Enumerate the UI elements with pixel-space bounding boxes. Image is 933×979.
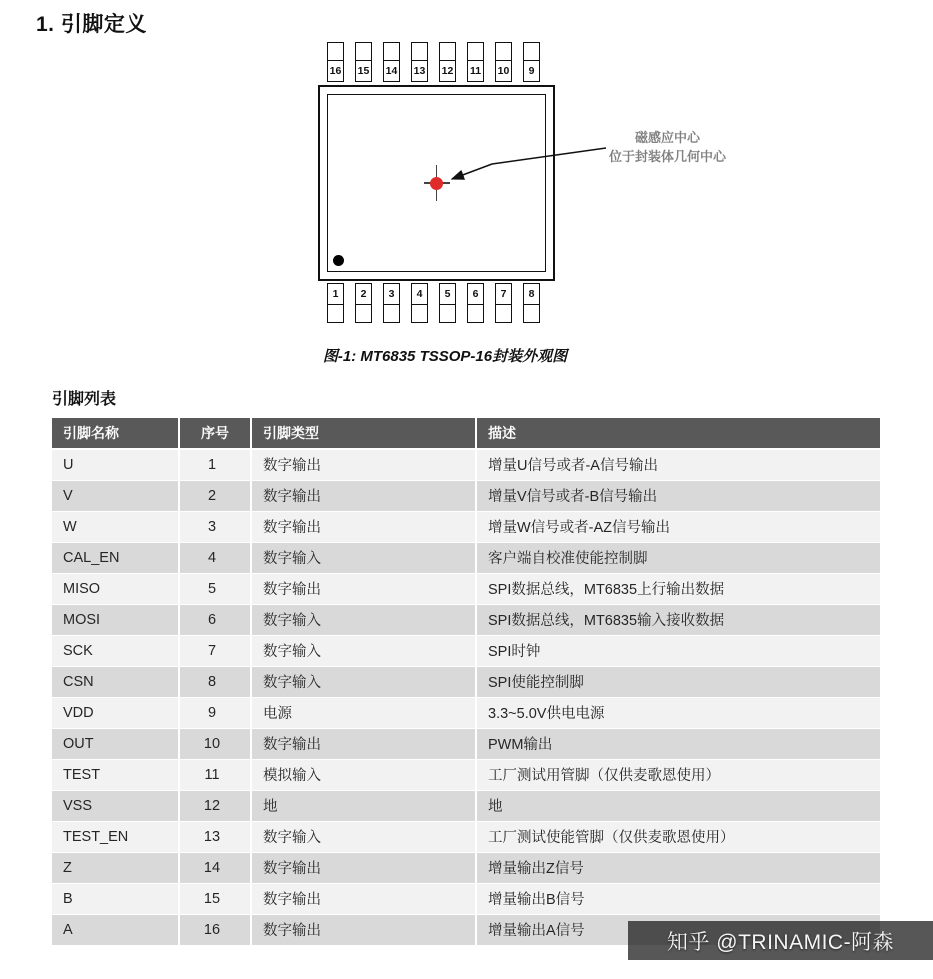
cell-no: 2 bbox=[179, 480, 251, 511]
pin-number: 11 bbox=[467, 60, 484, 82]
pin-row bbox=[52, 666, 880, 697]
pin-lead bbox=[467, 42, 484, 61]
pin-row bbox=[52, 821, 880, 852]
annotation-line1: 磁感应中心 bbox=[634, 130, 700, 145]
pin-number: 5 bbox=[439, 283, 456, 305]
page-title: 1. 引脚定义 bbox=[36, 13, 147, 36]
pin-number: 8 bbox=[523, 283, 540, 305]
cell-type: 数字输出 bbox=[251, 852, 476, 883]
pin-number: 14 bbox=[383, 60, 400, 82]
chip-pin-bottom bbox=[523, 283, 540, 323]
cell-desc: 增量U信号或者-A信号输出 bbox=[476, 449, 880, 480]
pin-row bbox=[52, 480, 880, 511]
cell-desc: 增量输出B信号 bbox=[476, 883, 880, 914]
cell-no: 10 bbox=[179, 728, 251, 759]
column-header: 引脚类型 bbox=[251, 418, 476, 449]
chip-body bbox=[318, 85, 555, 281]
pin-row bbox=[52, 604, 880, 635]
pin-table-body bbox=[52, 449, 880, 945]
pin-lead bbox=[523, 304, 540, 323]
cell-name: CSN bbox=[52, 666, 179, 697]
cell-name: V bbox=[52, 480, 179, 511]
cell-name: W bbox=[52, 511, 179, 542]
pin-number: 3 bbox=[383, 283, 400, 305]
cell-desc: 客户端自校准使能控制脚 bbox=[476, 542, 880, 573]
cell-no: 15 bbox=[179, 883, 251, 914]
pin-number: 6 bbox=[467, 283, 484, 305]
pin-row bbox=[52, 883, 880, 914]
cell-type: 数字输入 bbox=[251, 635, 476, 666]
cell-name: OUT bbox=[52, 728, 179, 759]
cell-type: 电源 bbox=[251, 697, 476, 728]
pin-row bbox=[52, 635, 880, 666]
chip-pin-top bbox=[411, 42, 428, 82]
cell-no: 16 bbox=[179, 914, 251, 945]
cell-desc: 工厂测试使能管脚（仅供麦歌恩使用） bbox=[476, 821, 880, 852]
pin-lead bbox=[411, 42, 428, 61]
chip-pin-top bbox=[355, 42, 372, 82]
cell-type: 数字输出 bbox=[251, 511, 476, 542]
pin-number: 16 bbox=[327, 60, 344, 82]
cell-desc: 增量输出Z信号 bbox=[476, 852, 880, 883]
bottom-pins bbox=[327, 283, 540, 323]
cell-desc: 工厂测试用管脚（仅供麦歌恩使用） bbox=[476, 759, 880, 790]
cell-desc: SPI数据总线，MT6835输入接收数据 bbox=[476, 604, 880, 635]
cell-type: 数字输出 bbox=[251, 480, 476, 511]
cell-no: 11 bbox=[179, 759, 251, 790]
pin-lead bbox=[383, 42, 400, 61]
pin-number: 7 bbox=[495, 283, 512, 305]
chip-pin-bottom bbox=[411, 283, 428, 323]
pin-lead bbox=[439, 42, 456, 61]
cell-no: 7 bbox=[179, 635, 251, 666]
cell-name: TEST_EN bbox=[52, 821, 179, 852]
magnetic-center-annotation bbox=[575, 128, 760, 166]
chip-pin-top bbox=[439, 42, 456, 82]
pin-number: 1 bbox=[327, 283, 344, 305]
chip-pin-bottom bbox=[355, 283, 372, 323]
cell-name: MOSI bbox=[52, 604, 179, 635]
cell-name: CAL_EN bbox=[52, 542, 179, 573]
top-pins bbox=[327, 42, 540, 82]
cell-no: 8 bbox=[179, 666, 251, 697]
cell-no: 1 bbox=[179, 449, 251, 480]
column-header: 引脚名称 bbox=[52, 418, 179, 449]
cell-name: B bbox=[52, 883, 179, 914]
cell-no: 4 bbox=[179, 542, 251, 573]
watermark-text: 知乎 @TRINAMIC-阿森 bbox=[666, 930, 895, 954]
cell-name: VDD bbox=[52, 697, 179, 728]
package-diagram bbox=[0, 40, 933, 380]
cell-no: 5 bbox=[179, 573, 251, 604]
cell-type: 数字输出 bbox=[251, 728, 476, 759]
cell-type: 数字输出 bbox=[251, 883, 476, 914]
pin-number: 13 bbox=[411, 60, 428, 82]
figure-caption: 图-1: MT6835 TSSOP-16封装外观图 bbox=[322, 348, 568, 365]
cell-name: A bbox=[52, 914, 179, 945]
pin-lead bbox=[355, 304, 372, 323]
cell-desc: 增量W信号或者-AZ信号输出 bbox=[476, 511, 880, 542]
cell-type: 数字输入 bbox=[251, 542, 476, 573]
pin-lead bbox=[495, 42, 512, 61]
cell-type: 模拟输入 bbox=[251, 759, 476, 790]
pin-row bbox=[52, 728, 880, 759]
chip-pin-bottom bbox=[439, 283, 456, 323]
pin-lead bbox=[327, 304, 344, 323]
cell-no: 3 bbox=[179, 511, 251, 542]
annotation-line2: 位于封装体几何中心 bbox=[608, 149, 726, 164]
cell-no: 9 bbox=[179, 697, 251, 728]
column-header: 序号 bbox=[179, 418, 251, 449]
cell-name: SCK bbox=[52, 635, 179, 666]
pin-row bbox=[52, 511, 880, 542]
cell-desc: 3.3~5.0V供电电源 bbox=[476, 697, 880, 728]
pin-table bbox=[52, 418, 880, 946]
pin-list-heading: 引脚列表 bbox=[52, 391, 117, 408]
column-header: 描述 bbox=[476, 418, 880, 449]
pin-lead bbox=[439, 304, 456, 323]
chip-pin-top bbox=[327, 42, 344, 82]
pin-number: 10 bbox=[495, 60, 512, 82]
pin-table-header-row bbox=[52, 418, 880, 449]
chip-pin-bottom bbox=[327, 283, 344, 323]
cell-no: 6 bbox=[179, 604, 251, 635]
cell-type: 地 bbox=[251, 790, 476, 821]
pin-lead bbox=[411, 304, 428, 323]
pin-row bbox=[52, 759, 880, 790]
cell-no: 14 bbox=[179, 852, 251, 883]
chip-pin-bottom bbox=[467, 283, 484, 323]
pin-row bbox=[52, 852, 880, 883]
pin-row bbox=[52, 697, 880, 728]
cell-desc: SPI数据总线，MT6835上行输出数据 bbox=[476, 573, 880, 604]
pin-row bbox=[52, 790, 880, 821]
cell-desc: 增量V信号或者-B信号输出 bbox=[476, 480, 880, 511]
pin-row bbox=[52, 449, 880, 480]
cell-desc: 地 bbox=[476, 790, 880, 821]
cell-type: 数字输出 bbox=[251, 573, 476, 604]
cell-type: 数字输出 bbox=[251, 449, 476, 480]
chip-pin-top bbox=[383, 42, 400, 82]
pin-number: 4 bbox=[411, 283, 428, 305]
pin-number: 9 bbox=[523, 60, 540, 82]
cell-desc: SPI使能控制脚 bbox=[476, 666, 880, 697]
chip-pin-top bbox=[523, 42, 540, 82]
cell-type: 数字输入 bbox=[251, 604, 476, 635]
pin-number: 2 bbox=[355, 283, 372, 305]
cell-no: 13 bbox=[179, 821, 251, 852]
cell-name: TEST bbox=[52, 759, 179, 790]
pin-number: 12 bbox=[439, 60, 456, 82]
cell-desc: PWM输出 bbox=[476, 728, 880, 759]
pin-row bbox=[52, 573, 880, 604]
cell-desc: 增量输出A信号 bbox=[476, 914, 880, 945]
magnetic-center-dot bbox=[430, 177, 443, 190]
cell-type: 数字输出 bbox=[251, 914, 476, 945]
pin-lead bbox=[467, 304, 484, 323]
pin-lead bbox=[383, 304, 400, 323]
chip-pin-bottom bbox=[495, 283, 512, 323]
pin-row bbox=[52, 542, 880, 573]
cell-type: 数字输入 bbox=[251, 821, 476, 852]
pin1-marker-dot bbox=[333, 255, 344, 266]
pin-lead bbox=[523, 42, 540, 61]
cell-name: Z bbox=[52, 852, 179, 883]
cell-type: 数字输入 bbox=[251, 666, 476, 697]
pin-lead bbox=[327, 42, 344, 61]
pin-lead bbox=[495, 304, 512, 323]
watermark bbox=[628, 921, 933, 960]
cell-no: 12 bbox=[179, 790, 251, 821]
chip-pin-top bbox=[495, 42, 512, 82]
chip-pin-bottom bbox=[383, 283, 400, 323]
chip-pin-top bbox=[467, 42, 484, 82]
pin-number: 15 bbox=[355, 60, 372, 82]
cell-desc: SPI时钟 bbox=[476, 635, 880, 666]
pin-lead bbox=[355, 42, 372, 61]
cell-name: U bbox=[52, 449, 179, 480]
cell-name: VSS bbox=[52, 790, 179, 821]
cell-name: MISO bbox=[52, 573, 179, 604]
